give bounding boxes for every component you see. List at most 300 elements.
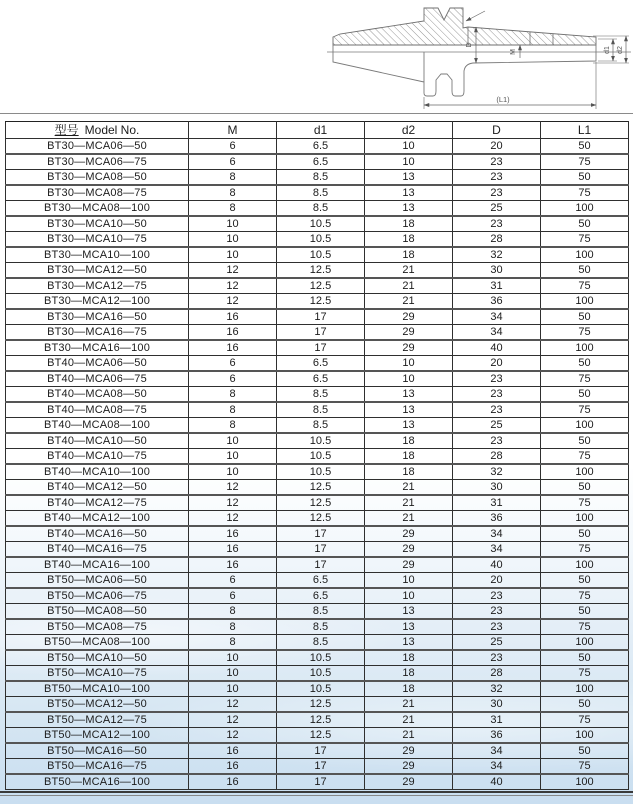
value-cell: 17 xyxy=(277,526,365,542)
value-cell: 50 xyxy=(541,526,629,542)
value-cell: 12 xyxy=(189,712,277,728)
value-cell: 100 xyxy=(541,418,629,434)
value-cell: 6.5 xyxy=(277,588,365,604)
model-cell: BT40—MCA12—100 xyxy=(6,511,189,527)
value-cell: 10 xyxy=(189,216,277,232)
table-row xyxy=(6,573,629,589)
value-cell: 16 xyxy=(189,542,277,558)
value-cell: 75 xyxy=(541,185,629,201)
table-header-row xyxy=(6,122,629,139)
value-cell: 23 xyxy=(453,185,541,201)
model-cell: BT30—MCA12—100 xyxy=(6,294,189,310)
value-cell: 8.5 xyxy=(277,170,365,186)
value-cell: 18 xyxy=(365,666,453,682)
header-D: D xyxy=(453,122,541,139)
value-cell: 17 xyxy=(277,340,365,356)
value-cell: 18 xyxy=(365,433,453,449)
tool-body-outline xyxy=(333,37,596,96)
model-cell: BT40—MCA08—50 xyxy=(6,387,189,403)
value-cell: 12.5 xyxy=(277,278,365,294)
header-M: M xyxy=(189,122,277,139)
value-cell: 32 xyxy=(453,681,541,697)
model-cell: BT40—MCA10—75 xyxy=(6,449,189,465)
table-row xyxy=(6,418,629,434)
table-row xyxy=(6,650,629,666)
value-cell: 31 xyxy=(453,495,541,511)
tool-body-section xyxy=(333,8,596,48)
value-cell: 100 xyxy=(541,340,629,356)
value-cell: 8 xyxy=(189,185,277,201)
model-cell: BT50—MCA10—100 xyxy=(6,681,189,697)
model-cell: BT40—MCA10—50 xyxy=(6,433,189,449)
value-cell: 23 xyxy=(453,216,541,232)
value-cell: 29 xyxy=(365,557,453,573)
model-cell: BT30—MCA12—75 xyxy=(6,278,189,294)
model-cell: BT30—MCA10—100 xyxy=(6,247,189,263)
value-cell: 12.5 xyxy=(277,495,365,511)
header-model-en: Model No. xyxy=(84,123,140,137)
value-cell: 50 xyxy=(541,387,629,403)
value-cell: 6.5 xyxy=(277,139,365,155)
value-cell: 13 xyxy=(365,170,453,186)
value-cell: 21 xyxy=(365,263,453,279)
table-row xyxy=(6,743,629,759)
value-cell: 8 xyxy=(189,604,277,620)
model-cell: BT30—MCA12—50 xyxy=(6,263,189,279)
value-cell: 18 xyxy=(365,681,453,697)
value-cell: 12.5 xyxy=(277,728,365,744)
value-cell: 25 xyxy=(453,418,541,434)
value-cell: 8 xyxy=(189,387,277,403)
value-cell: 8.5 xyxy=(277,185,365,201)
value-cell: 17 xyxy=(277,557,365,573)
dim-label-D: D xyxy=(466,42,473,48)
value-cell: 6 xyxy=(189,139,277,155)
value-cell: 75 xyxy=(541,712,629,728)
table-row xyxy=(6,542,629,558)
value-cell: 28 xyxy=(453,666,541,682)
model-cell: BT40—MCA16—50 xyxy=(6,526,189,542)
value-cell: 8.5 xyxy=(277,604,365,620)
value-cell: 21 xyxy=(365,511,453,527)
table-row xyxy=(6,154,629,170)
value-cell: 50 xyxy=(541,480,629,496)
value-cell: 12 xyxy=(189,278,277,294)
value-cell: 100 xyxy=(541,511,629,527)
model-cell: BT40—MCA12—50 xyxy=(6,480,189,496)
table-row xyxy=(6,278,629,294)
table-row xyxy=(6,635,629,651)
value-cell: 100 xyxy=(541,464,629,480)
value-cell: 31 xyxy=(453,278,541,294)
value-cell: 6 xyxy=(189,588,277,604)
value-cell: 100 xyxy=(541,201,629,217)
table-row xyxy=(6,433,629,449)
value-cell: 28 xyxy=(453,449,541,465)
value-cell: 30 xyxy=(453,697,541,713)
value-cell: 50 xyxy=(541,309,629,325)
header-d2: d2 xyxy=(365,122,453,139)
dim-label-d2: d2 xyxy=(617,46,624,54)
value-cell: 6 xyxy=(189,154,277,170)
value-cell: 16 xyxy=(189,759,277,775)
value-cell: 10 xyxy=(189,464,277,480)
value-cell: 8.5 xyxy=(277,635,365,651)
value-cell: 32 xyxy=(453,464,541,480)
value-cell: 75 xyxy=(541,449,629,465)
value-cell: 13 xyxy=(365,635,453,651)
value-cell: 75 xyxy=(541,666,629,682)
value-cell: 16 xyxy=(189,325,277,341)
value-cell: 36 xyxy=(453,294,541,310)
value-cell: 29 xyxy=(365,743,453,759)
value-cell: 23 xyxy=(453,387,541,403)
value-cell: 13 xyxy=(365,619,453,635)
value-cell: 6.5 xyxy=(277,371,365,387)
value-cell: 12.5 xyxy=(277,712,365,728)
value-cell: 50 xyxy=(541,216,629,232)
value-cell: 10.5 xyxy=(277,464,365,480)
table-row xyxy=(6,480,629,496)
value-cell: 29 xyxy=(365,526,453,542)
table-row xyxy=(6,216,629,232)
value-cell: 8 xyxy=(189,201,277,217)
model-cell: BT40—MCA08—75 xyxy=(6,402,189,418)
table-row xyxy=(6,185,629,201)
model-cell: BT50—MCA12—75 xyxy=(6,712,189,728)
value-cell: 40 xyxy=(453,774,541,790)
value-cell: 16 xyxy=(189,774,277,790)
value-cell: 23 xyxy=(453,433,541,449)
value-cell: 25 xyxy=(453,635,541,651)
value-cell: 13 xyxy=(365,387,453,403)
header-model xyxy=(6,122,189,139)
header-L1: L1 xyxy=(541,122,629,139)
value-cell: 8 xyxy=(189,170,277,186)
value-cell: 10 xyxy=(365,139,453,155)
table-row xyxy=(6,511,629,527)
value-cell: 8.5 xyxy=(277,387,365,403)
table-row xyxy=(6,247,629,263)
value-cell: 75 xyxy=(541,402,629,418)
value-cell: 75 xyxy=(541,325,629,341)
value-cell: 10 xyxy=(189,232,277,248)
value-cell: 50 xyxy=(541,573,629,589)
model-cell: BT30—MCA16—100 xyxy=(6,340,189,356)
value-cell: 100 xyxy=(541,774,629,790)
value-cell: 16 xyxy=(189,743,277,759)
table-row xyxy=(6,588,629,604)
value-cell: 10 xyxy=(189,650,277,666)
value-cell: 8.5 xyxy=(277,619,365,635)
value-cell: 23 xyxy=(453,402,541,418)
value-cell: 29 xyxy=(365,774,453,790)
model-cell: BT40—MCA10—100 xyxy=(6,464,189,480)
value-cell: 8 xyxy=(189,635,277,651)
table-row xyxy=(6,340,629,356)
value-cell: 100 xyxy=(541,247,629,263)
value-cell: 50 xyxy=(541,650,629,666)
spec-table xyxy=(5,121,629,790)
value-cell: 12.5 xyxy=(277,511,365,527)
value-cell: 30 xyxy=(453,480,541,496)
value-cell: 18 xyxy=(365,650,453,666)
value-cell: 29 xyxy=(365,340,453,356)
table-row xyxy=(6,464,629,480)
bottom-divider xyxy=(0,791,633,796)
value-cell: 6.5 xyxy=(277,356,365,372)
table-row xyxy=(6,387,629,403)
value-cell: 17 xyxy=(277,774,365,790)
header-model-cn: 型号 xyxy=(54,123,79,137)
value-cell: 18 xyxy=(365,449,453,465)
value-cell: 75 xyxy=(541,232,629,248)
table-row xyxy=(6,712,629,728)
model-cell: BT40—MCA16—75 xyxy=(6,542,189,558)
value-cell: 8 xyxy=(189,402,277,418)
value-cell: 10 xyxy=(189,449,277,465)
value-cell: 10.5 xyxy=(277,666,365,682)
model-cell: BT40—MCA08—100 xyxy=(6,418,189,434)
value-cell: 18 xyxy=(365,247,453,263)
value-cell: 18 xyxy=(365,216,453,232)
value-cell: 10.5 xyxy=(277,216,365,232)
value-cell: 10 xyxy=(365,588,453,604)
table-row xyxy=(6,526,629,542)
value-cell: 8.5 xyxy=(277,201,365,217)
value-cell: 6.5 xyxy=(277,573,365,589)
value-cell: 13 xyxy=(365,201,453,217)
table-row xyxy=(6,728,629,744)
value-cell: 50 xyxy=(541,356,629,372)
value-cell: 50 xyxy=(541,139,629,155)
model-cell: BT50—MCA12—50 xyxy=(6,697,189,713)
value-cell: 23 xyxy=(453,588,541,604)
table-row xyxy=(6,309,629,325)
value-cell: 10.5 xyxy=(277,681,365,697)
value-cell: 23 xyxy=(453,371,541,387)
value-cell: 12.5 xyxy=(277,263,365,279)
table-row xyxy=(6,325,629,341)
model-cell: BT50—MCA06—75 xyxy=(6,588,189,604)
value-cell: 34 xyxy=(453,309,541,325)
value-cell: 50 xyxy=(541,263,629,279)
value-cell: 10 xyxy=(365,154,453,170)
value-cell: 20 xyxy=(453,356,541,372)
model-cell: BT30—MCA08—100 xyxy=(6,201,189,217)
value-cell: 10 xyxy=(365,573,453,589)
model-cell: BT50—MCA16—100 xyxy=(6,774,189,790)
value-cell: 10 xyxy=(365,371,453,387)
model-cell: BT30—MCA06—50 xyxy=(6,139,189,155)
value-cell: 8.5 xyxy=(277,418,365,434)
value-cell: 21 xyxy=(365,294,453,310)
value-cell: 75 xyxy=(541,588,629,604)
value-cell: 10.5 xyxy=(277,449,365,465)
value-cell: 23 xyxy=(453,619,541,635)
value-cell: 34 xyxy=(453,526,541,542)
value-cell: 23 xyxy=(453,650,541,666)
value-cell: 16 xyxy=(189,309,277,325)
value-cell: 29 xyxy=(365,325,453,341)
value-cell: 50 xyxy=(541,170,629,186)
table-row xyxy=(6,402,629,418)
table-row xyxy=(6,449,629,465)
value-cell: 12 xyxy=(189,697,277,713)
value-cell: 36 xyxy=(453,511,541,527)
table-row xyxy=(6,201,629,217)
dim-label-L1: (L1) xyxy=(496,95,510,104)
spec-table-body xyxy=(6,139,629,790)
value-cell: 36 xyxy=(453,728,541,744)
value-cell: 75 xyxy=(541,278,629,294)
value-cell: 16 xyxy=(189,526,277,542)
table-row xyxy=(6,170,629,186)
model-cell: BT50—MCA10—50 xyxy=(6,650,189,666)
value-cell: 50 xyxy=(541,433,629,449)
value-cell: 18 xyxy=(365,232,453,248)
value-cell: 50 xyxy=(541,743,629,759)
value-cell: 34 xyxy=(453,325,541,341)
table-row xyxy=(6,774,629,790)
model-cell: BT40—MCA06—75 xyxy=(6,371,189,387)
value-cell: 6.5 xyxy=(277,154,365,170)
value-cell: 12 xyxy=(189,480,277,496)
model-cell: BT30—MCA16—75 xyxy=(6,325,189,341)
model-cell: BT50—MCA08—50 xyxy=(6,604,189,620)
table-row xyxy=(6,697,629,713)
value-cell: 17 xyxy=(277,743,365,759)
value-cell: 29 xyxy=(365,542,453,558)
value-cell: 12 xyxy=(189,511,277,527)
value-cell: 8 xyxy=(189,619,277,635)
value-cell: 100 xyxy=(541,294,629,310)
value-cell: 10 xyxy=(189,247,277,263)
value-cell: 75 xyxy=(541,619,629,635)
value-cell: 12.5 xyxy=(277,697,365,713)
table-row xyxy=(6,619,629,635)
value-cell: 12 xyxy=(189,728,277,744)
value-cell: 10.5 xyxy=(277,650,365,666)
dim-label-d1: d1 xyxy=(604,46,611,54)
table-row xyxy=(6,666,629,682)
value-cell: 100 xyxy=(541,681,629,697)
table-row xyxy=(6,495,629,511)
value-cell: 10.5 xyxy=(277,433,365,449)
value-cell: 50 xyxy=(541,604,629,620)
value-cell: 21 xyxy=(365,712,453,728)
value-cell: 10.5 xyxy=(277,247,365,263)
value-cell: 13 xyxy=(365,402,453,418)
value-cell: 12 xyxy=(189,294,277,310)
value-cell: 12 xyxy=(189,495,277,511)
value-cell: 100 xyxy=(541,728,629,744)
model-cell: BT40—MCA16—100 xyxy=(6,557,189,573)
value-cell: 8.5 xyxy=(277,402,365,418)
technical-drawing xyxy=(325,0,633,118)
value-cell: 34 xyxy=(453,542,541,558)
value-cell: 20 xyxy=(453,573,541,589)
value-cell: 32 xyxy=(453,247,541,263)
model-cell: BT40—MCA06—50 xyxy=(6,356,189,372)
value-cell: 12 xyxy=(189,263,277,279)
value-cell: 100 xyxy=(541,557,629,573)
value-cell: 6 xyxy=(189,356,277,372)
table-row xyxy=(6,557,629,573)
table-row xyxy=(6,604,629,620)
table-row xyxy=(6,356,629,372)
value-cell: 21 xyxy=(365,495,453,511)
value-cell: 23 xyxy=(453,170,541,186)
value-cell: 12.5 xyxy=(277,480,365,496)
table-row xyxy=(6,139,629,155)
value-cell: 50 xyxy=(541,697,629,713)
value-cell: 21 xyxy=(365,278,453,294)
value-cell: 34 xyxy=(453,759,541,775)
table-row xyxy=(6,263,629,279)
value-cell: 31 xyxy=(453,712,541,728)
value-cell: 40 xyxy=(453,340,541,356)
table-row xyxy=(6,681,629,697)
value-cell: 75 xyxy=(541,495,629,511)
value-cell: 17 xyxy=(277,309,365,325)
value-cell: 17 xyxy=(277,759,365,775)
value-cell: 17 xyxy=(277,542,365,558)
value-cell: 25 xyxy=(453,201,541,217)
value-cell: 75 xyxy=(541,154,629,170)
model-cell: BT50—MCA08—75 xyxy=(6,619,189,635)
value-cell: 21 xyxy=(365,697,453,713)
value-cell: 75 xyxy=(541,371,629,387)
value-cell: 6 xyxy=(189,573,277,589)
value-cell: 10.5 xyxy=(277,232,365,248)
value-cell: 10 xyxy=(189,681,277,697)
value-cell: 75 xyxy=(541,542,629,558)
value-cell: 18 xyxy=(365,464,453,480)
table-row xyxy=(6,371,629,387)
dim-label-M: M xyxy=(510,49,517,55)
value-cell: 17 xyxy=(277,325,365,341)
value-cell: 40 xyxy=(453,557,541,573)
model-cell: BT50—MCA16—50 xyxy=(6,743,189,759)
model-cell: BT30—MCA10—75 xyxy=(6,232,189,248)
model-cell: BT50—MCA10—75 xyxy=(6,666,189,682)
value-cell: 10 xyxy=(365,356,453,372)
value-cell: 6 xyxy=(189,371,277,387)
value-cell: 30 xyxy=(453,263,541,279)
value-cell: 8 xyxy=(189,418,277,434)
model-cell: BT30—MCA16—50 xyxy=(6,309,189,325)
value-cell: 23 xyxy=(453,604,541,620)
table-row xyxy=(6,232,629,248)
value-cell: 13 xyxy=(365,604,453,620)
value-cell: 28 xyxy=(453,232,541,248)
model-cell: BT50—MCA16—75 xyxy=(6,759,189,775)
table-row xyxy=(6,759,629,775)
value-cell: 23 xyxy=(453,154,541,170)
model-cell: BT40—MCA12—75 xyxy=(6,495,189,511)
model-cell: BT50—MCA08—100 xyxy=(6,635,189,651)
value-cell: 29 xyxy=(365,309,453,325)
model-cell: BT50—MCA06—50 xyxy=(6,573,189,589)
value-cell: 34 xyxy=(453,743,541,759)
value-cell: 13 xyxy=(365,418,453,434)
value-cell: 75 xyxy=(541,759,629,775)
value-cell: 100 xyxy=(541,635,629,651)
value-cell: 16 xyxy=(189,340,277,356)
model-cell: BT50—MCA12—100 xyxy=(6,728,189,744)
value-cell: 10 xyxy=(189,666,277,682)
